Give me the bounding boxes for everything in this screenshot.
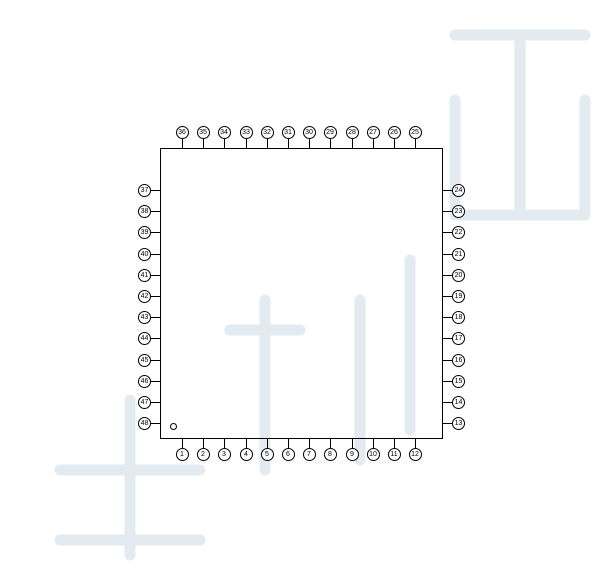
pin-circle-37: 37 <box>138 184 151 197</box>
pin-circle-2: 2 <box>197 448 210 461</box>
pin-circle-11: 11 <box>388 448 401 461</box>
pin-circle-42: 42 <box>138 290 151 303</box>
pin-circle-14: 14 <box>452 396 465 409</box>
pin-circle-8: 8 <box>324 448 337 461</box>
pin-circle-20: 20 <box>452 269 465 282</box>
pin-circle-21: 21 <box>452 248 465 261</box>
pin-circle-4: 4 <box>240 448 253 461</box>
pin-circle-47: 47 <box>138 396 151 409</box>
pin-circle-22: 22 <box>452 226 465 239</box>
pin-circle-25: 25 <box>409 126 422 139</box>
pin-circle-3: 3 <box>218 448 231 461</box>
pin-circle-35: 35 <box>197 126 210 139</box>
pin-circle-12: 12 <box>409 448 422 461</box>
pin-circle-44: 44 <box>138 332 151 345</box>
pin-circle-48: 48 <box>138 417 151 430</box>
pin-circle-34: 34 <box>218 126 231 139</box>
pin-circle-15: 15 <box>452 375 465 388</box>
pin-circle-30: 30 <box>303 126 316 139</box>
pin-circle-38: 38 <box>138 205 151 218</box>
pin-circle-7: 7 <box>303 448 316 461</box>
pin-circle-40: 40 <box>138 248 151 261</box>
pin-circle-33: 33 <box>240 126 253 139</box>
pin-circle-19: 19 <box>452 290 465 303</box>
pin-circle-9: 9 <box>346 448 359 461</box>
pin-circle-26: 26 <box>388 126 401 139</box>
pin-circle-41: 41 <box>138 269 151 282</box>
pin-circle-17: 17 <box>452 332 465 345</box>
pin-circle-18: 18 <box>452 311 465 324</box>
pin-circle-39: 39 <box>138 226 151 239</box>
pin-circle-29: 29 <box>324 126 337 139</box>
pin-circle-27: 27 <box>367 126 380 139</box>
pin-circle-10: 10 <box>367 448 380 461</box>
pin-circle-32: 32 <box>261 126 274 139</box>
pin-circle-16: 16 <box>452 354 465 367</box>
pin-circle-6: 6 <box>282 448 295 461</box>
pin-circle-13: 13 <box>452 417 465 430</box>
pin-circle-1: 1 <box>176 448 189 461</box>
pin1-orientation-dot-icon <box>170 423 177 430</box>
pin-circle-28: 28 <box>346 126 359 139</box>
pin-circle-45: 45 <box>138 354 151 367</box>
pin-circle-31: 31 <box>282 126 295 139</box>
pin-circle-46: 46 <box>138 375 151 388</box>
chip-outline <box>160 148 443 439</box>
pin-circle-36: 36 <box>176 126 189 139</box>
pin-circle-24: 24 <box>452 184 465 197</box>
pin-circle-43: 43 <box>138 311 151 324</box>
pin-circle-23: 23 <box>452 205 465 218</box>
pin-circle-5: 5 <box>261 448 274 461</box>
